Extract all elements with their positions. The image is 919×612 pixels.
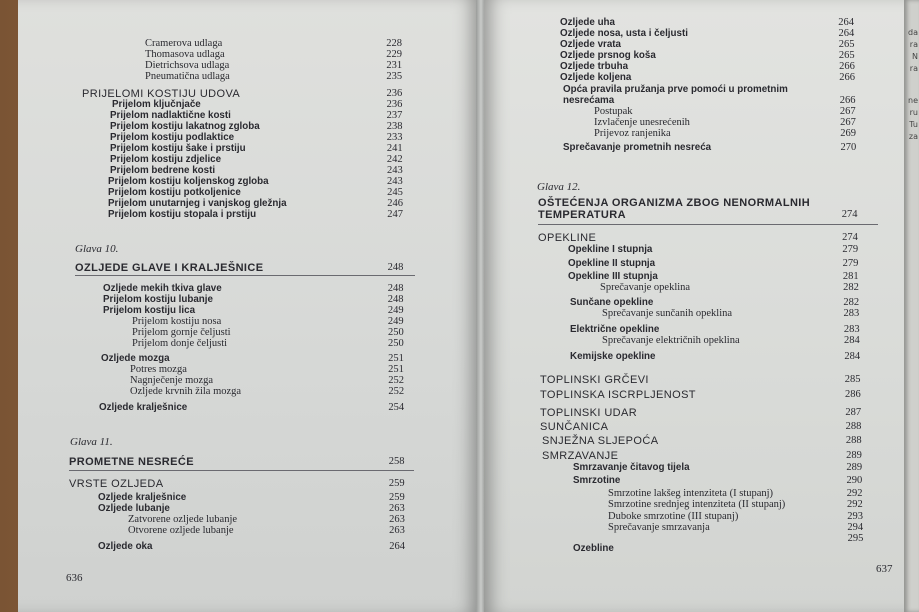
toc-entry-title: OZLJEDE GLAVE I KRALJEŠNICE [75,262,264,274]
toc-entry-title: Ozljede mozga [101,353,170,364]
toc-entry-page-number: 241 [386,143,403,154]
toc-entry-page-number: 264 [838,17,855,28]
toc-entry-page-number: 281 [842,271,859,282]
toc-entry-title: Duboke smrzotine (III stupanj) [608,511,739,522]
toc-entry-title: Ozebline [573,543,614,554]
toc-entry-title: Ozljede kralješnice [98,492,187,503]
toc-entry-title: Opekline III stupnja [568,271,658,282]
toc-entry-page-number: 237 [386,110,403,121]
toc-entry-page-number: 286 [845,389,861,400]
edge-text-fragment: da [908,28,918,37]
toc-entry-title: Sprečavanje prometnih nesreća [563,142,712,153]
toc-entry-title: Prijelom kostiju lica [103,305,196,316]
toc-entry-page-number: 293 [847,511,863,522]
toc-entry-page-number: 282 [843,282,859,293]
toc-entry-page-number: 289 [846,450,862,461]
toc-entry-page-number: 263 [389,503,405,514]
toc-entry-page-number: 288 [845,421,862,432]
toc-entry-title: Thomasova udlaga [145,49,225,60]
toc-entry-title: Smrzotine srednjeg intenziteta (II stupanj) [608,499,786,510]
toc-entry-title: Sprečavanje sunčanih opeklina [602,308,733,319]
toc-entry-page-number: 263 [389,514,405,525]
toc-entry-page-number: 287 [845,407,862,418]
toc-entry-title: Ozljede uha [560,17,615,28]
toc-entry-title: Opekline II stupnja [568,258,656,269]
toc-entry-title: Ozljede prsnog koša [560,50,656,61]
toc-entry-page-number: 236 [386,88,403,99]
toc-entry-title: Ozljede lubanje [98,503,170,514]
toc-entry-page-number: 282 [843,297,860,308]
toc-entry-page-number: 285 [844,374,861,385]
left-page-number: 636 [66,572,83,584]
toc-entry-title: Prijelom unutarnjeg i vanjskog gležnja [108,198,287,209]
toc-entry-title: Prijelom ključnjače [112,99,201,110]
toc-entry-page-number: 229 [386,49,403,60]
toc-entry-page-number: 263 [389,525,405,536]
toc-entry-page-number: 265 [838,39,855,50]
toc-entry-title: PROMETNE NESREĆE [69,456,194,468]
toc-entry-title: Ozljede oka [98,541,153,552]
toc-entry-page-number: 292 [846,488,863,499]
toc-entry-page-number: 279 [842,244,859,255]
toc-entry-title: nesrećama [563,95,615,106]
toc-entry-title: Ozljede vrata [560,39,621,50]
toc-entry-title: SUNČANICA [540,421,609,433]
toc-entry-title: Otvorene ozljede lubanje [128,525,234,536]
toc-entry-page-number: 283 [843,308,860,319]
toc-entry-title: OPEKLINE [538,232,597,244]
toc-entry-title: Sunčane opekline [570,297,654,308]
toc-entry-page-number: 283 [843,324,860,335]
toc-entry-title: Pneumatična udlaga [145,71,230,82]
chapter-12-rule [538,224,878,225]
toc-entry-page-number: 290 [846,475,863,486]
toc-entry-page-number: 266 [839,95,856,106]
toc-entry-page-number: 284 [844,335,860,346]
toc-entry-title: Prijelom gornje čeljusti [132,327,231,338]
edge-text-fragment: za [908,132,918,141]
toc-entry-title: Prijelom kostiju podlaktice [110,132,235,143]
toc-entry-title: Opća pravila pružanja prve pomoći u prometnim [563,84,788,95]
edge-text-fragment: ru [909,108,918,117]
toc-entry-page-number: 236 [386,99,403,110]
toc-entry-title: Sprečavanje električnih opeklina [602,335,740,346]
toc-entry-page-number: 274 [842,232,858,243]
toc-entry-page-number: 264 [838,28,855,39]
toc-entry-page-number: 248 [387,283,404,294]
toc-entry-title: Prijevoz ranjenika [594,128,671,139]
toc-entry-page-number: 251 [388,353,404,364]
toc-entry-title: Glava 11. [70,436,113,448]
edge-text-fragment: Tu [909,120,918,129]
toc-entry-page-number: 247 [387,209,403,220]
edge-text-fragment: N [912,52,918,61]
toc-entry-page-number: 238 [386,121,403,132]
toc-entry-title: Prijelom kostiju lubanje [103,294,213,305]
toc-entry-title: Smrzavanje čitavog tijela [573,462,690,473]
toc-entry-title: Ozljede nosa, usta i čeljusti [560,28,688,39]
edge-text-fragment: ra [909,40,918,49]
toc-entry-page-number: 252 [388,386,405,397]
toc-entry-page-number: 250 [387,327,404,338]
toc-entry-page-number: 231 [386,60,403,71]
toc-entry-title: TOPLINSKA ISCRPLJENOST [540,389,696,401]
edge-text-fragment: ne [908,96,918,105]
toc-entry-title: Postupak [594,106,633,117]
toc-entry-page-number: 266 [839,72,856,83]
toc-entry-title: Zatvorene ozljede lubanje [128,514,238,525]
toc-entry-page-number: 243 [387,176,403,187]
toc-entry-title: Prijelom kostiju stopala i prstiju [108,209,257,220]
toc-entry-title: Nagnječenje mozga [130,375,214,386]
toc-entry-page-number: 295 [847,533,864,544]
toc-entry-title: Sprečavanje smrzavanja [608,522,710,533]
toc-entry-title: Kemijske opekline [570,351,656,362]
toc-entry-page-number: 258 [388,456,405,467]
edge-text-fragment: ra [909,64,918,73]
toc-entry-page-number: 284 [844,351,861,362]
toc-entry-title: Prijelom kostiju potkoljenice [108,187,241,198]
toc-entry-title: Ozljede trbuha [560,61,629,72]
toc-entry-title: Prijelom kostiju lakatnog zgloba [110,121,260,132]
toc-entry-page-number: 267 [840,117,856,128]
toc-entry-title: Prijelom bedrene kosti [110,165,216,176]
toc-entry-title: Električne opekline [570,324,660,335]
toc-entry-page-number: 235 [386,71,403,82]
toc-entry-page-number: 246 [387,198,403,209]
toc-entry-title: Glava 12. [537,181,581,193]
toc-entry-title: Smrzotine [573,475,621,486]
toc-entry-page-number: 259 [388,478,405,489]
next-page-edge [904,0,919,612]
toc-entry-page-number: 292 [846,499,863,510]
toc-entry-page-number: 228 [386,38,402,49]
toc-entry-page-number: 289 [846,462,863,473]
toc-entry-title: Opekline I stupnja [568,244,653,255]
toc-entry-page-number: 248 [387,262,404,273]
toc-entry-page-number: 245 [387,187,403,198]
toc-entry-title: Ozljede kralješnice [99,402,188,413]
toc-entry-title: Glava 10. [75,243,119,255]
toc-entry-page-number: 288 [845,435,862,446]
toc-entry-title: Smrzotine lakšeg intenziteta (I stupanj) [608,488,774,499]
toc-entry-page-number: 259 [388,492,405,503]
toc-entry-page-number: 243 [386,165,403,176]
toc-entry-page-number: 233 [386,132,403,143]
toc-entry-title: Prijelom donje čeljusti [132,338,228,349]
toc-entry-title: Ozljede mekih tkiva glave [103,283,222,294]
toc-entry-title: Prijelom nadlaktične kosti [110,110,231,121]
toc-entry-page-number: 269 [840,128,857,139]
toc-entry-page-number: 249 [387,316,404,327]
toc-entry-title: TOPLINSKI UDAR [540,407,638,419]
toc-entry-page-number: 270 [840,142,857,153]
toc-entry-title: SMRZAVANJE [542,450,619,462]
toc-entry-page-number: 294 [847,522,864,533]
chapter-11-rule [69,470,414,471]
toc-entry-page-number: 264 [389,541,405,552]
toc-entry-title: Cramerova udlaga [145,38,223,49]
toc-entry-page-number: 265 [838,50,855,61]
toc-entry-page-number: 249 [387,305,404,316]
toc-entry-title: SNJEŽNA SLJEPOĆA [542,435,659,447]
toc-entry-title: Ozljede krvnih žila mozga [130,386,242,397]
toc-entry-page-number: 248 [387,294,404,305]
toc-entry-page-number: 250 [388,338,404,349]
toc-entry-title: TOPLINSKI GRČEVI [540,374,649,386]
toc-entry-title: OŠTEĆENJA ORGANIZMA ZBOG NENORMALNIH [538,197,811,209]
toc-entry-page-number: 266 [839,61,855,72]
toc-entry-title: VRSTE OZLJEDA [69,478,164,490]
right-page-number: 637 [876,563,893,575]
toc-entry-page-number: 251 [388,364,404,375]
toc-entry-title: Prijelom kostiju šake i prstiju [110,143,246,154]
toc-entry-title: Prijelom kostiju nosa [132,316,222,327]
toc-entry-page-number: 252 [388,375,404,386]
toc-entry-page-number: 274 [841,209,858,220]
toc-entry-title: PRIJELOMI KOSTIJU UDOVA [82,88,241,100]
toc-entry-page-number: 254 [388,402,405,413]
toc-entry-title: Potres mozga [130,364,187,375]
toc-entry-title: Dietrichsova udlaga [145,60,230,71]
toc-entry-page-number: 267 [839,106,856,117]
chapter-10-rule [75,275,415,276]
toc-entry-title: TEMPERATURA [538,209,626,221]
toc-entry-title: Sprečavanje opeklina [600,282,691,293]
toc-entry-page-number: 279 [842,258,859,269]
toc-entry-page-number: 242 [386,154,403,165]
toc-entry-title: Prijelom kostiju koljenskog zgloba [108,176,269,187]
toc-entry-title: Ozljede koljena [560,72,632,83]
toc-entry-title: Izvlačenje unesrećenih [594,117,690,128]
toc-entry-title: Prijelom kostiju zdjelice [110,154,222,165]
